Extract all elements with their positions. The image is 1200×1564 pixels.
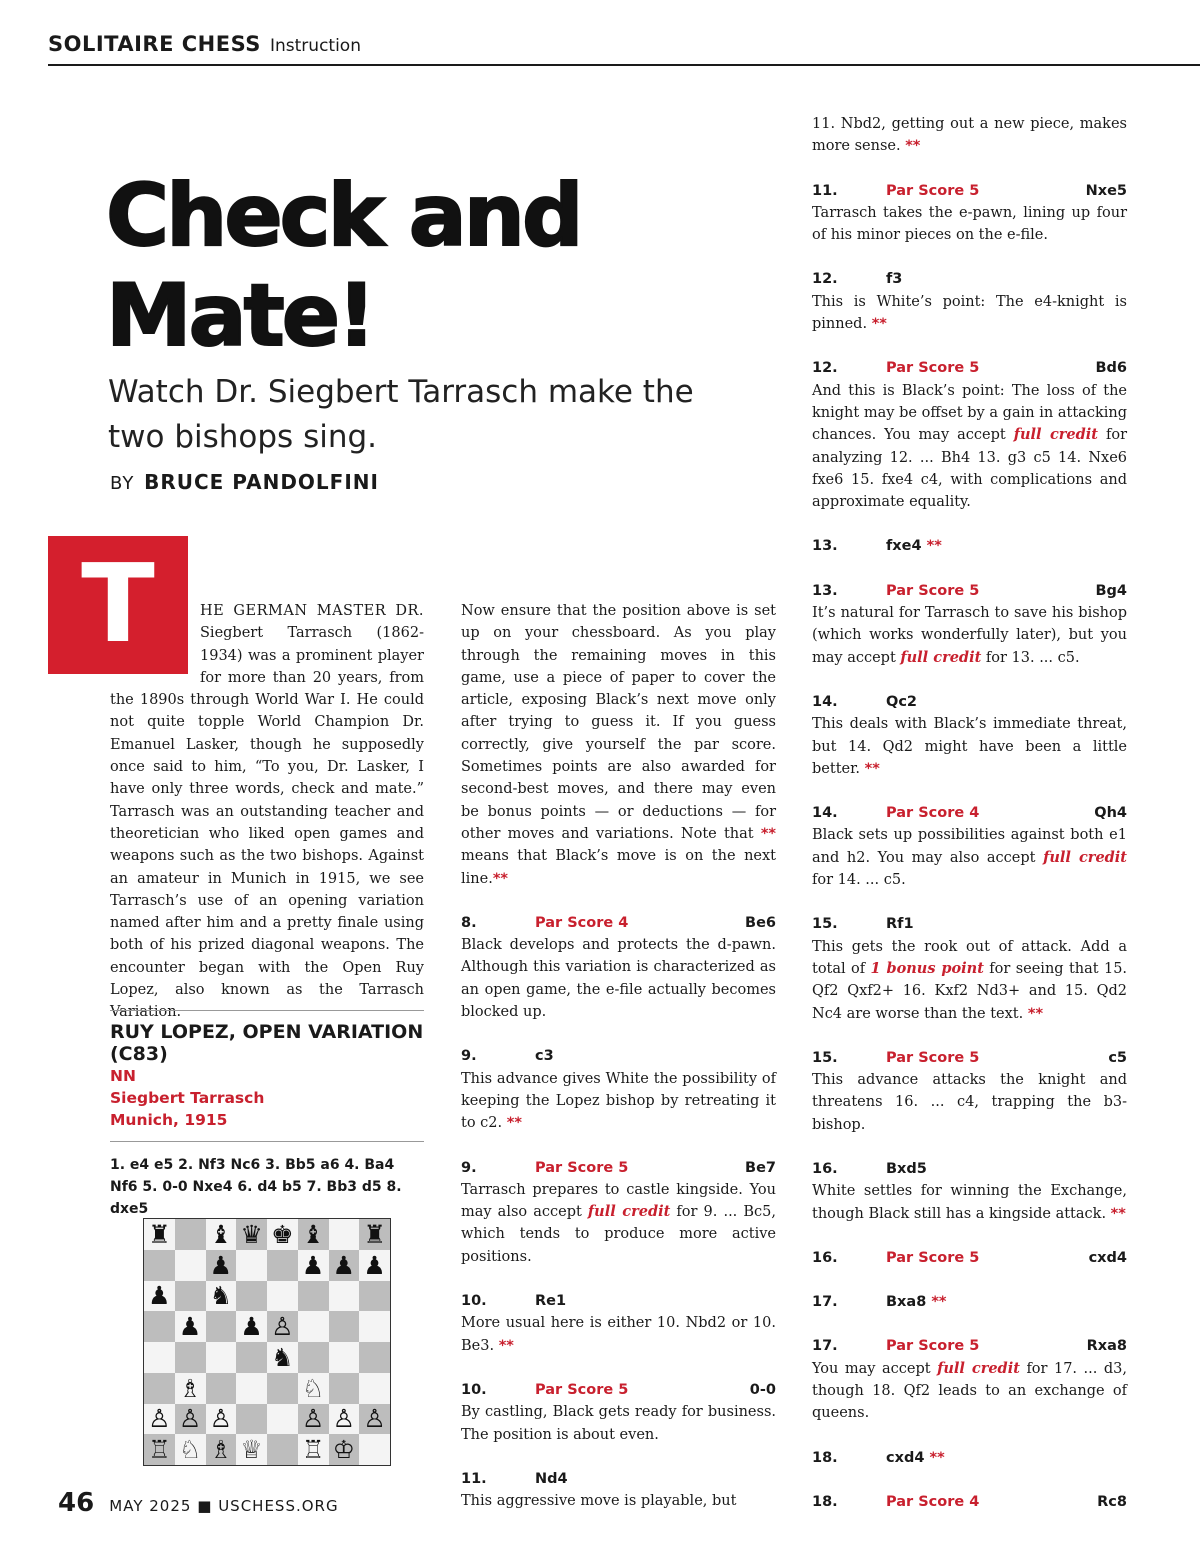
- move-16-white-comment: White settles for winning the Exchange, though Black still has a kingside attack. **: [812, 1183, 1127, 1222]
- move-9-black: 9. Par Score 5 Be7: [461, 1159, 776, 1176]
- square-g6: [329, 1281, 360, 1312]
- move-11-white-continued: 11. Nbd2, getting out a new piece, makes more sense. **: [812, 116, 1127, 155]
- square-e1: [267, 1434, 298, 1465]
- move-13-black-comment: It’s natural for Tarrasch to save his bishop (which works wonderfully later), but you may accept full credit for 13. ... c5.: [812, 605, 1127, 666]
- game-moves: 1. e4 e5 2. Nf3 Nc6 3. Bb5 a6 4. Ba4 Nf6 5. 0-0 Nxe4 6. d4 b5 7. Bb3 d5 8. dxe5: [110, 1157, 402, 1217]
- square-d1: ♕: [236, 1434, 267, 1465]
- square-h7: ♟: [359, 1250, 390, 1281]
- square-e2: [267, 1404, 298, 1435]
- article-title: Check and Mate!: [106, 166, 581, 366]
- intro-body: Siegbert Tarrasch (1862-1934) was a prominent player for more than 20 years, from the 1890s through World War I. He could not quite topple World Champion Dr. Emanuel Lasker, though he supposedly once said to him, “To you, Dr. Lasker, I have only three words, check and mate.” Tarrasch was an outstanding teacher and theoretician who liked open games and weapons such as the two bishops. Against an amateur in Munich in 1915, we see Tarrasch’s use of an opening variation named after him and a pretty finale using both of his prized diagonal weapons. The encounter began with the Open Ruy Lopez, also known as the Tarrasch Variation.: [110, 625, 424, 1021]
- move-12-white: 12. f3: [812, 271, 903, 288]
- square-f3: ♘: [298, 1373, 329, 1404]
- move-15-black: 15. Par Score 5 c5: [812, 1049, 1127, 1066]
- drop-cap: T: [48, 536, 188, 674]
- square-c5: [206, 1311, 237, 1342]
- square-h4: [359, 1342, 390, 1373]
- move-14-black-comment: Black sets up possibilities against both e1 and h2. You may also accept full credit for 14. ... c5.: [812, 827, 1128, 889]
- square-f5: [298, 1311, 329, 1342]
- square-c1: ♗: [206, 1434, 237, 1465]
- square-e8: ♚: [267, 1219, 298, 1250]
- square-g8: [329, 1219, 360, 1250]
- move-9-black-comment: Tarrasch prepares to castle kingside. You may also accept full credit for 9. ... Bc5, which tends to produce more active positions.: [461, 1181, 776, 1265]
- square-g4: [329, 1342, 360, 1373]
- byline-label: BY: [110, 473, 135, 494]
- move-12-black-comment: And this is Black’s point: The loss of the knight may be offset by a gain in attacking chances. You may accept full credit for analyzing 12. ... Bh4 13. g3 c5 14. Nxe6 fxe6 15. fxe4 c4, with complications and approximate equality.: [812, 382, 1128, 511]
- move-8-black: 8. Par Score 4 Be6: [461, 914, 776, 931]
- square-c6: ♞: [206, 1281, 237, 1312]
- square-a8: ♜: [144, 1219, 175, 1250]
- square-b5: ♟: [175, 1311, 206, 1342]
- square-d3: [236, 1373, 267, 1404]
- square-f8: ♝: [298, 1219, 329, 1250]
- square-f1: ♖: [298, 1434, 329, 1465]
- square-c4: [206, 1342, 237, 1373]
- move-16-white: 16. Bxd5: [812, 1160, 927, 1177]
- square-a4: [144, 1342, 175, 1373]
- header-rule: [48, 64, 1200, 66]
- square-h5: [359, 1311, 390, 1342]
- intro-paragraph: [110, 600, 424, 1024]
- square-b8: [175, 1219, 206, 1250]
- move-10-white: 10. Re1: [461, 1293, 567, 1310]
- square-d2: [236, 1404, 267, 1435]
- move-10-black-comment: By castling, Black gets ready for business. The position is about even.: [461, 1404, 776, 1443]
- square-e3: [267, 1373, 298, 1404]
- move-9-white-comment: This advance gives White the possibility of keeping the Lopez bishop by retreating it to c2. **: [461, 1070, 776, 1132]
- square-g3: [329, 1373, 360, 1404]
- move-12-white-comment: This is White’s point: The e4-knight is pinned. **: [812, 293, 1127, 333]
- move-18-white: 18. cxd4 **: [812, 1449, 945, 1466]
- move-8-black-comment: Black develops and protects the d-pawn. Although this variation is characterized as an open game, the e-file actually becomes blocked up.: [461, 937, 776, 1021]
- move-15-black-comment: This advance attacks the knight and threatens 16. ... c4, trapping the b3-bishop.: [812, 1072, 1127, 1133]
- game-black: Siegbert Tarrasch: [110, 1089, 265, 1107]
- square-g2: ♙: [329, 1404, 360, 1435]
- move-14-black: 14. Par Score 4 Qh4: [812, 805, 1127, 822]
- article-deck: Watch Dr. Siegbert Tarrasch make the two bishops sing.: [108, 374, 694, 455]
- move-18-black: 18. Par Score 4 Rc8: [812, 1493, 1127, 1510]
- move-10-white-comment: More usual here is either 10. Nbd2 or 10. Be3. **: [461, 1315, 776, 1354]
- move-14-white-comment: This deals with Black’s immediate threat, but 14. Qd2 might have been a little better. **: [812, 716, 1127, 777]
- column-three: [812, 113, 1127, 1513]
- square-e4: ♞: [267, 1342, 298, 1373]
- move-11-white: 11. Nd4: [461, 1470, 568, 1487]
- square-a1: ♖: [144, 1434, 175, 1465]
- move-10-black: 10. Par Score 5 0-0: [461, 1381, 776, 1398]
- page-number: 46: [58, 1488, 95, 1518]
- square-d5: ♟: [236, 1311, 267, 1342]
- move-15-white-comment: This gets the rook out of attack. Add a total of 1 bonus point for seeing that 15. Qf2 Qxf2+ 16. Kxf2 Nd3+ and 15. Qd2 Nc4 are worse than the text. **: [812, 938, 1128, 1022]
- square-h2: ♙: [359, 1404, 390, 1435]
- square-h8: ♜: [359, 1219, 390, 1250]
- square-a5: [144, 1311, 175, 1342]
- square-g5: [329, 1311, 360, 1342]
- square-d7: [236, 1250, 267, 1281]
- section-subtitle: Instruction: [270, 36, 361, 56]
- square-e5: ♙: [267, 1311, 298, 1342]
- square-a2: ♙: [144, 1404, 175, 1435]
- square-g7: ♟: [329, 1250, 360, 1281]
- game-opening: RUY LOPEZ, OPEN VARIATION (C83): [110, 1021, 424, 1065]
- page-footer: [58, 1488, 339, 1518]
- square-b6: [175, 1281, 206, 1312]
- square-d4: [236, 1342, 267, 1373]
- square-a7: [144, 1250, 175, 1281]
- column-two: [461, 600, 776, 1512]
- square-c2: ♙: [206, 1404, 237, 1435]
- square-b2: ♙: [175, 1404, 206, 1435]
- author-name: BRUCE PANDOLFINI: [144, 470, 379, 494]
- game-info: [110, 1010, 424, 1220]
- intro-caps: HE GERMAN MASTER DR.: [200, 603, 424, 619]
- square-c8: ♝: [206, 1219, 237, 1250]
- square-c3: [206, 1373, 237, 1404]
- square-h1: [359, 1434, 390, 1465]
- byline: [110, 470, 379, 494]
- move-17-black: 17. Par Score 5 Rxa8: [812, 1338, 1127, 1355]
- square-f6: [298, 1281, 329, 1312]
- square-d8: ♛: [236, 1219, 267, 1250]
- square-a3: [144, 1373, 175, 1404]
- section-name: SOLITAIRE CHESS: [48, 32, 261, 56]
- move-9-white: 9. c3: [461, 1048, 554, 1065]
- move-11-white-comment: This aggressive move is playable, but: [461, 1493, 737, 1510]
- move-13-white: 13. fxe4 **: [812, 538, 942, 555]
- square-b7: [175, 1250, 206, 1281]
- square-e7: [267, 1250, 298, 1281]
- move-17-white: 17. Bxa8 **: [812, 1294, 947, 1311]
- game-white: NN: [110, 1067, 136, 1085]
- square-b1: ♘: [175, 1434, 206, 1465]
- move-11-black-comment: Tarrasch takes the e-pawn, lining up four of his minor pieces on the e-file.: [812, 204, 1127, 244]
- square-h3: [359, 1373, 390, 1404]
- square-e6: [267, 1281, 298, 1312]
- chess-board: [143, 1218, 391, 1466]
- square-h6: [359, 1281, 390, 1312]
- move-15-white: 15. Rf1: [812, 916, 914, 933]
- move-12-black: 12. Par Score 5 Bd6: [812, 360, 1127, 377]
- square-g1: ♔: [329, 1434, 360, 1465]
- square-b4: [175, 1342, 206, 1373]
- section-header: [48, 32, 361, 56]
- issue-info: MAY 2025 ■ USCHESS.ORG: [109, 1497, 339, 1515]
- square-a6: ♟: [144, 1281, 175, 1312]
- square-f4: [298, 1342, 329, 1373]
- move-17-black-comment: You may accept full credit for 17. ... d3, though 18. Qf2 leads to an exchange of queens.: [812, 1359, 1128, 1422]
- square-b3: ♗: [175, 1373, 206, 1404]
- instructions-paragraph: Now ensure that the position above is set up on your chessboard. As you play through the remaining moves in this game, use a piece of paper to cover the article, exposing Black’s next move only after trying to guess it. If you guess correctly, give yourself the par score. Sometimes points are also awarded for second-best moves, and there may even be bonus points — or deductions — for other moves and variations. Note that ** means that Black’s move is on the next line.**: [461, 603, 776, 887]
- move-11-black: 11. Par Score 5 Nxe5: [812, 182, 1127, 199]
- square-f2: ♙: [298, 1404, 329, 1435]
- move-14-white: 14. Qc2: [812, 693, 918, 710]
- game-event: Munich, 1915: [110, 1111, 228, 1129]
- move-16-black: 16. Par Score 5 cxd4: [812, 1249, 1127, 1266]
- square-c7: ♟: [206, 1250, 237, 1281]
- move-13-black: 13. Par Score 5 Bg4: [812, 582, 1127, 599]
- square-d6: [236, 1281, 267, 1312]
- square-f7: ♟: [298, 1250, 329, 1281]
